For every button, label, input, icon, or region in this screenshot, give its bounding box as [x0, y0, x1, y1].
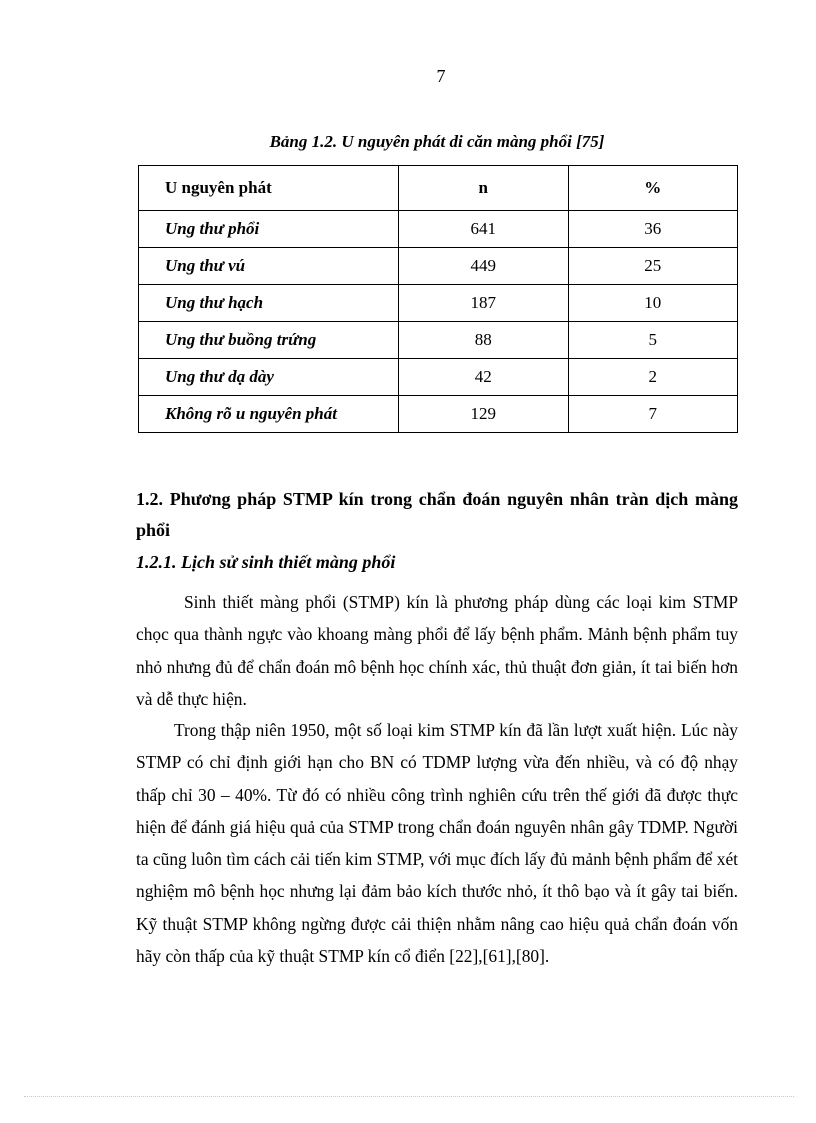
header-percent: %: [568, 166, 737, 211]
header-primary-tumor: U nguyên phát: [139, 166, 399, 211]
table-row: [139, 285, 738, 322]
row-label: Không rõ u nguyên phát: [139, 396, 399, 433]
row-percent: 36: [568, 211, 737, 248]
footer-divider: [24, 1096, 794, 1097]
table-row: [139, 322, 738, 359]
row-label: Ung thư dạ dày: [139, 359, 399, 396]
table-caption: Bảng 1.2. U nguyên phát di căn màng phổi [75]: [269, 132, 605, 151]
table-row: [139, 359, 738, 396]
header-n: n: [398, 166, 568, 211]
section-heading: 1.2. Phương pháp STMP kín trong chẩn đoán nguyên nhân tràn dịch màng phổi: [136, 489, 738, 540]
row-label: Ung thư vú: [139, 248, 399, 285]
row-percent: 2: [568, 359, 737, 396]
row-percent: 10: [568, 285, 737, 322]
row-count: 88: [398, 322, 568, 359]
body-paragraph: Trong thập niên 1950, một số loại kim STMP kín đã lần lượt xuất hiện. Lúc này STMP có chỉ định giới hạn cho BN có TDMP lượng vừa đến nhiều, và có độ nhạy thấp chỉ 30 – 40%. Từ đó có nhiều công trình nghiên cứu trên thế giới đã được thực hiện để đánh giá hiệu quả của STMP trong chẩn đoán nguyên nhân gây TDMP. Người ta cũng luôn tìm cách cải tiến kim STMP, với mục đích lấy đủ mảnh bệnh phẩm để xét nghiệm mô bệnh học nhưng lại đảm bảo kích thước nhỏ, ít thô bạo và ít gây tai biến. Kỹ thuật STMP không ngừng được cải thiện nhằm nâng cao hiệu quả chẩn đoán vốn hãy còn thấp của kỹ thuật STMP kín cổ điển [22],[61],[80].: [136, 720, 738, 967]
body-paragraph: Sinh thiết màng phổi (STMP) kín là phương pháp dùng các loại kim STMP chọc qua thành ngực vào khoang màng phổi để lấy bệnh phẩm. Mảnh bệnh phẩm tuy nhỏ nhưng đủ để chẩn đoán mô bệnh học chính xác, thủ thuật đơn giản, ít tai biến hơn và dễ thực hiện.: [136, 592, 738, 709]
page-number: 7: [436, 66, 446, 86]
table-row: [139, 211, 738, 248]
table-row: [139, 248, 738, 285]
row-count: 449: [398, 248, 568, 285]
row-count: 42: [398, 359, 568, 396]
primary-tumor-table: [138, 165, 738, 433]
row-count: 129: [398, 396, 568, 433]
table-header-row: [139, 166, 738, 211]
row-percent: 5: [568, 322, 737, 359]
row-label: Ung thư phổi: [139, 211, 399, 248]
row-label: Ung thư hạch: [139, 285, 399, 322]
row-count: 641: [398, 211, 568, 248]
row-percent: 25: [568, 248, 737, 285]
row-count: 187: [398, 285, 568, 322]
row-percent: 7: [568, 396, 737, 433]
row-label: Ung thư buồng trứng: [139, 322, 399, 359]
table-row: [139, 396, 738, 433]
subsection-heading: 1.2.1. Lịch sử sinh thiết màng phổi: [136, 552, 396, 572]
